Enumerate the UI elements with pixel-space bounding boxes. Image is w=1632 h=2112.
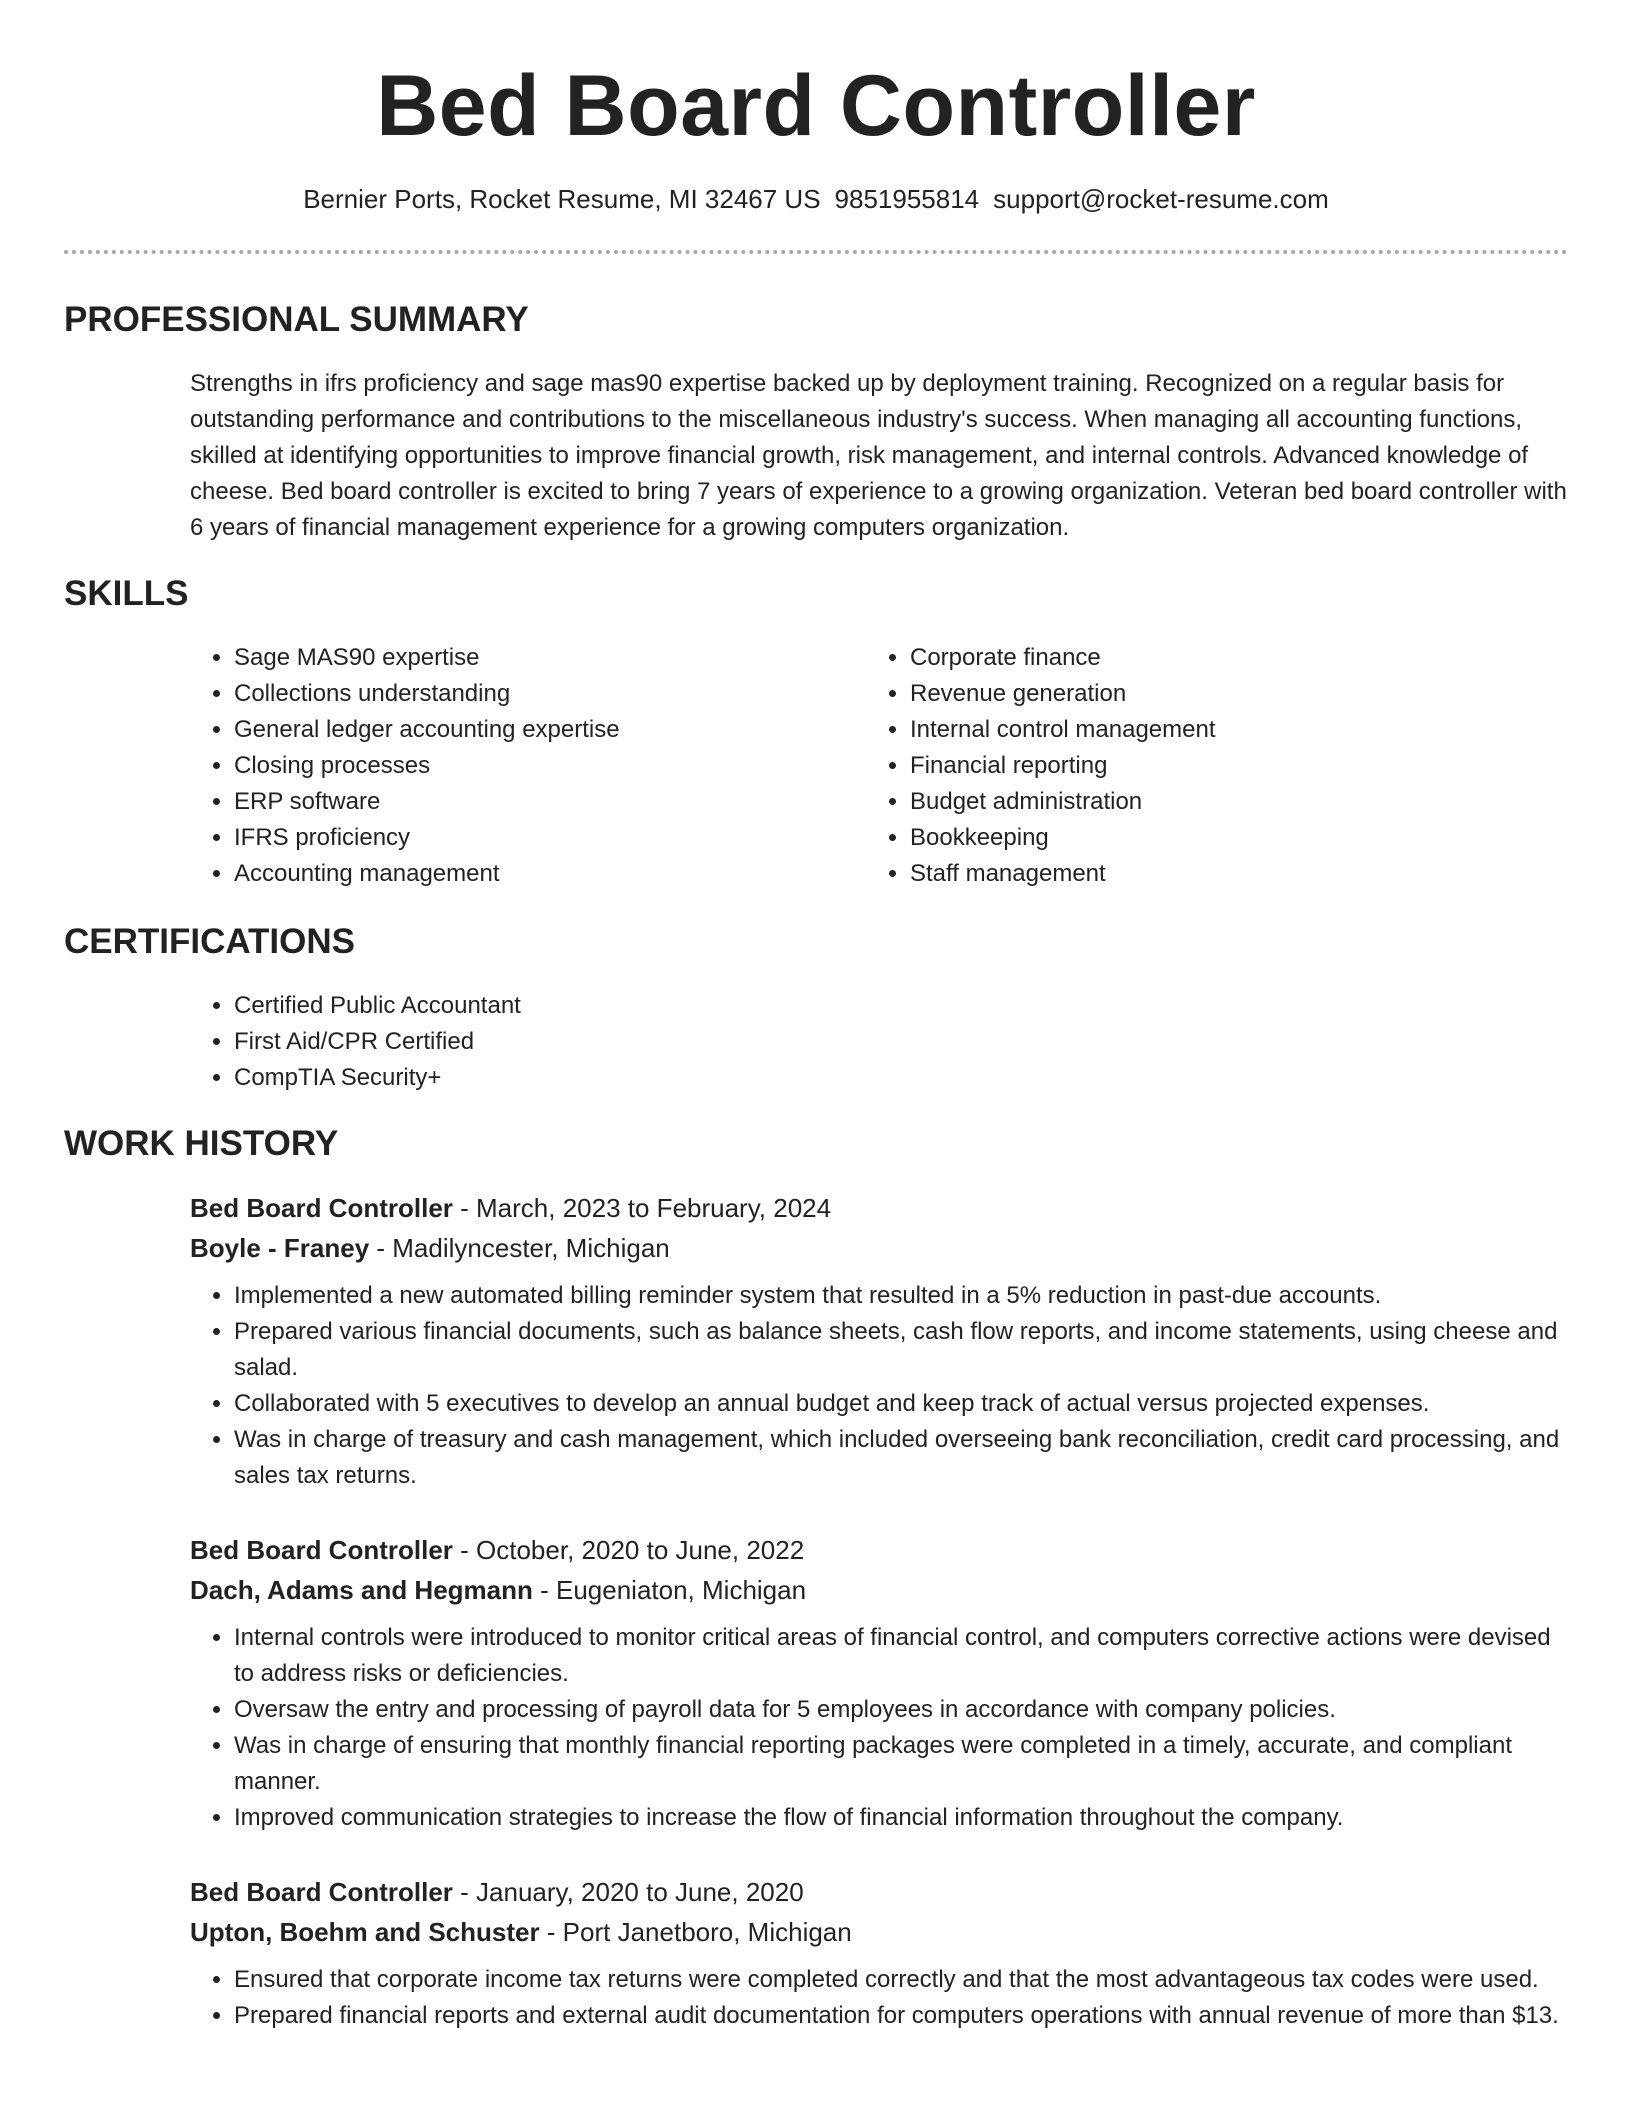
- contact-address: Bernier Ports, Rocket Resume, MI 32467 US: [303, 184, 821, 214]
- job-location: - Eugeniaton, Michigan: [532, 1575, 807, 1605]
- skill-item: • ERP software: [234, 784, 830, 820]
- certification-item: • CompTIA Security+: [234, 1060, 521, 1096]
- job-entry: [190, 1530, 1570, 1836]
- skills-heading: SKILLS: [64, 574, 189, 613]
- certification-item: • First Aid/CPR Certified: [234, 1024, 521, 1060]
- job-bullet: • Internal controls were introduced to monitor critical areas of financial control, and computers corrective actions were devised to address risks or deficiencies.: [234, 1620, 1570, 1692]
- job-title-line: [190, 1530, 1570, 1570]
- skills-column-left: [190, 640, 830, 892]
- job-location: - Port Janetboro, Michigan: [539, 1917, 852, 1947]
- job-bullet: • Oversaw the entry and processing of payroll data for 5 employees in accordance with company policies.: [234, 1692, 1570, 1728]
- contact-email: support@rocket-resume.com: [993, 184, 1329, 214]
- contact-line: [0, 182, 1632, 216]
- job-company: Boyle - Franey: [190, 1233, 370, 1263]
- job-bullet: • Prepared financial reports and external audit documentation for computers operations with annual revenue of more than $13.: [234, 1998, 1570, 2034]
- job-company: Upton, Boehm and Schuster: [190, 1917, 540, 1947]
- job-bullet: • Prepared various financial documents, such as balance sheets, cash flow reports, and income statements, using cheese and salad.: [234, 1314, 1570, 1386]
- job-dates: - March, 2023 to February, 2024: [452, 1193, 832, 1223]
- skill-item: • General ledger accounting expertise: [234, 712, 830, 748]
- contact-phone: 9851955814: [834, 184, 980, 214]
- skill-item: • Internal control management: [910, 712, 1566, 748]
- job-entry: [190, 1872, 1570, 2034]
- job-role: Bed Board Controller: [190, 1877, 453, 1907]
- job-company-line: [190, 1228, 1570, 1268]
- job-location: - Madilyncester, Michigan: [369, 1233, 670, 1263]
- candidate-name: Bed Board Controller: [376, 58, 1256, 154]
- skill-item: • Collections understanding: [234, 676, 830, 712]
- work-history-heading: WORK HISTORY: [64, 1124, 339, 1163]
- skill-item: • Accounting management: [234, 856, 830, 892]
- summary-heading: PROFESSIONAL SUMMARY: [64, 300, 529, 339]
- skills-column-right: [866, 640, 1566, 892]
- job-entry: [190, 1188, 1570, 1494]
- job-bullet: • Collaborated with 5 executives to develop an annual budget and keep track of actual versus projected expenses.: [234, 1386, 1570, 1422]
- skill-item: • Budget administration: [910, 784, 1566, 820]
- certification-item: • Certified Public Accountant: [234, 988, 521, 1024]
- summary-text: Strengths in ifrs proficiency and sage mas90 expertise backed up by deployment training. Recognized on a regular basis for outstanding performance and contributions to the miscellaneous industry's success. When managing all accounting functions, skilled at identifying opportunities to improve financial growth, risk management, and internal controls. Advanced knowledge of cheese. Bed board controller is excited to bring 7 years of experience to a growing organization. Veteran bed board controller with 6 years of financial management experience for a growing computers organization.: [190, 370, 1567, 541]
- job-bullet: • Was in charge of treasury and cash management, which included overseeing bank reconciliation, credit card processing, and sales tax returns.: [234, 1422, 1570, 1494]
- job-company: Dach, Adams and Hegmann: [190, 1575, 533, 1605]
- certifications-list: [190, 988, 521, 1096]
- job-bullet: • Improved communication strategies to increase the flow of financial information throughout the company.: [234, 1800, 1570, 1836]
- job-dates: - January, 2020 to June, 2020: [452, 1877, 804, 1907]
- job-bullet: • Ensured that corporate income tax returns were completed correctly and that the most advantageous tax codes were used.: [234, 1962, 1570, 1998]
- skill-item: • Closing processes: [234, 748, 830, 784]
- skill-item: • Financial reporting: [910, 748, 1566, 784]
- job-dates: - October, 2020 to June, 2022: [452, 1535, 805, 1565]
- skill-item: • Staff management: [910, 856, 1566, 892]
- job-role: Bed Board Controller: [190, 1535, 453, 1565]
- job-role: Bed Board Controller: [190, 1193, 453, 1223]
- skill-item: • Corporate finance: [910, 640, 1566, 676]
- certifications-heading: CERTIFICATIONS: [64, 922, 356, 961]
- header-divider: [64, 250, 1568, 254]
- job-title-line: [190, 1188, 1570, 1228]
- job-company-line: [190, 1912, 1570, 1952]
- job-bullet: • Was in charge of ensuring that monthly financial reporting packages were completed in a timely, accurate, and compliant manner.: [234, 1728, 1570, 1800]
- job-title-line: [190, 1872, 1570, 1912]
- skill-item: • Sage MAS90 expertise: [234, 640, 830, 676]
- job-company-line: [190, 1570, 1570, 1610]
- job-bullet: • Implemented a new automated billing reminder system that resulted in a 5% reduction in past-due accounts.: [234, 1278, 1570, 1314]
- skill-item: • Revenue generation: [910, 676, 1566, 712]
- skill-item: • IFRS proficiency: [234, 820, 830, 856]
- skill-item: • Bookkeeping: [910, 820, 1566, 856]
